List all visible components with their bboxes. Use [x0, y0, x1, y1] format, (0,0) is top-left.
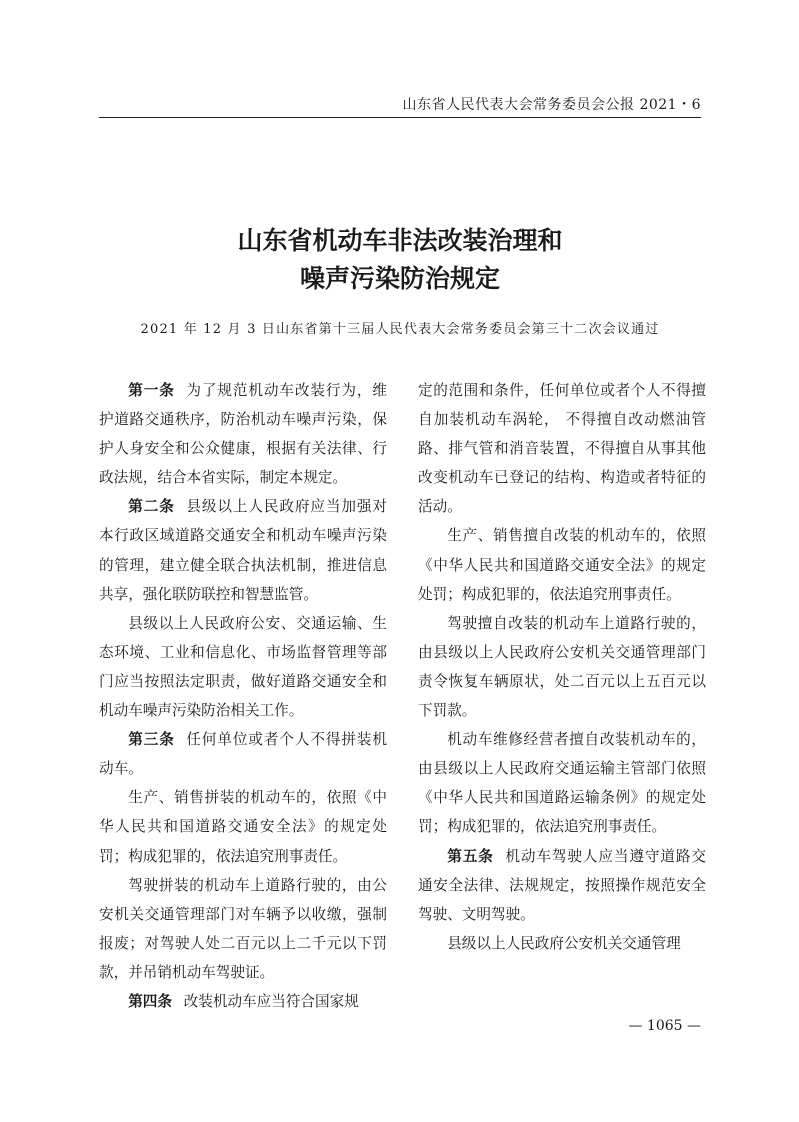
paragraph-text: 县级以上人民政府公安机关交通管理: [447, 934, 681, 952]
paragraph: [418, 609, 706, 725]
paragraph-text: 定的范围和条件，任何单位或者个人不得擅自加装机动车涡轮， 不得擅自改动燃油管路、排气管和消音装置，不得擅自从事其他改变机动车已登记的结构、构造或者特征的活动。: [418, 382, 706, 516]
paragraph: [99, 376, 387, 492]
journal-header: 山东省人民代表大会常务委员会公报 2021・6: [402, 97, 701, 113]
article-label: 第四条: [128, 992, 172, 1010]
paragraph: [418, 842, 706, 929]
paragraph-text: 为了规范机动车改装行为，维护道路交通秩序，防治机动车噪声污染，保护人身安全和公众健康，根据有关法律、行政法规，结合本省实际，制定本规定。: [99, 382, 387, 487]
paragraph-text: 县级以上人民政府应当加强对本行政区域道路交通安全和机动车噪声污染的管理，建立健全联合执法机制，推进信息共享，强化联防联控和智慧监管。: [99, 498, 387, 603]
article-label: 第二条: [128, 498, 175, 516]
paragraph: [418, 376, 706, 521]
paragraph-text: 机动车维修经营者擅自改装机动车的，由县级以上人民政府交通运输主管部门依照《中华人民共和国道路运输条例》的规定处罚；构成犯罪的，依法追究刑事责任。: [418, 731, 706, 836]
paragraph: [99, 987, 387, 1016]
paragraph: [418, 929, 706, 958]
paragraph-text: 机动车驾驶人应当遵守道路交通安全法律、法规规定，按照操作规范安全驾驶、文明驾驶。: [418, 847, 706, 923]
paragraph-text: 县级以上人民政府公安、交通运输、生态环境、工业和信息化、市场监督管理等部门应当按照法定职责，做好道路交通安全和机动车噪声污染防治相关工作。: [99, 614, 387, 720]
article-label: 第五条: [447, 847, 494, 865]
title-line-1: 山东省机动车非法改装治理和: [237, 226, 563, 255]
paragraph: [99, 871, 387, 987]
paragraph: [99, 492, 387, 608]
header-rule: [99, 117, 701, 118]
paragraph: [418, 521, 706, 608]
paragraph-text: 驾驶擅自改装的机动车上道路行驶的，由县级以上人民政府公安机关交通管理部门责令恢复车辆原状，处二百元以上五百元以下罚款。: [418, 614, 706, 720]
paragraph-text: 任何单位或者个人不得拼装机动车。: [99, 731, 387, 778]
paragraph: [99, 783, 387, 870]
title-line-2: 噪声污染防治规定: [299, 264, 500, 293]
page-number: — 1065 —: [628, 1018, 701, 1034]
document-title: [99, 222, 701, 298]
paragraph-text: 生产、销售拼装的机动车的，依照《中华人民共和国道路交通安全法》的规定处罚；构成犯罪的，依法追究刑事责任。: [99, 789, 387, 865]
left-column: [99, 376, 387, 1016]
paragraph: [99, 609, 387, 725]
paragraph-text: 改装机动车应当符合国家规: [183, 992, 359, 1010]
paragraph: [418, 725, 706, 841]
paragraph-text: 生产、销售擅自改装的机动车的，依照《中华人民共和国道路交通安全法》的规定处罚；构成犯罪的，依法追究刑事责任。: [418, 527, 706, 603]
article-label: 第一条: [128, 382, 175, 399]
paragraph: [99, 725, 387, 783]
paragraph-text: 驾驶拼装的机动车上道路行驶的，由公安机关交通管理部门对车辆予以收缴，强制报废；对驾驶人处二百元以上二千元以下罚款，并吊销机动车驾驶证。: [99, 876, 387, 981]
adoption-note: 2021 年 12 月 3 日山东省第十三届人民代表大会常务委员会第三十二次会议通过: [140, 322, 660, 337]
right-column: [418, 376, 706, 958]
article-label: 第三条: [128, 731, 175, 749]
